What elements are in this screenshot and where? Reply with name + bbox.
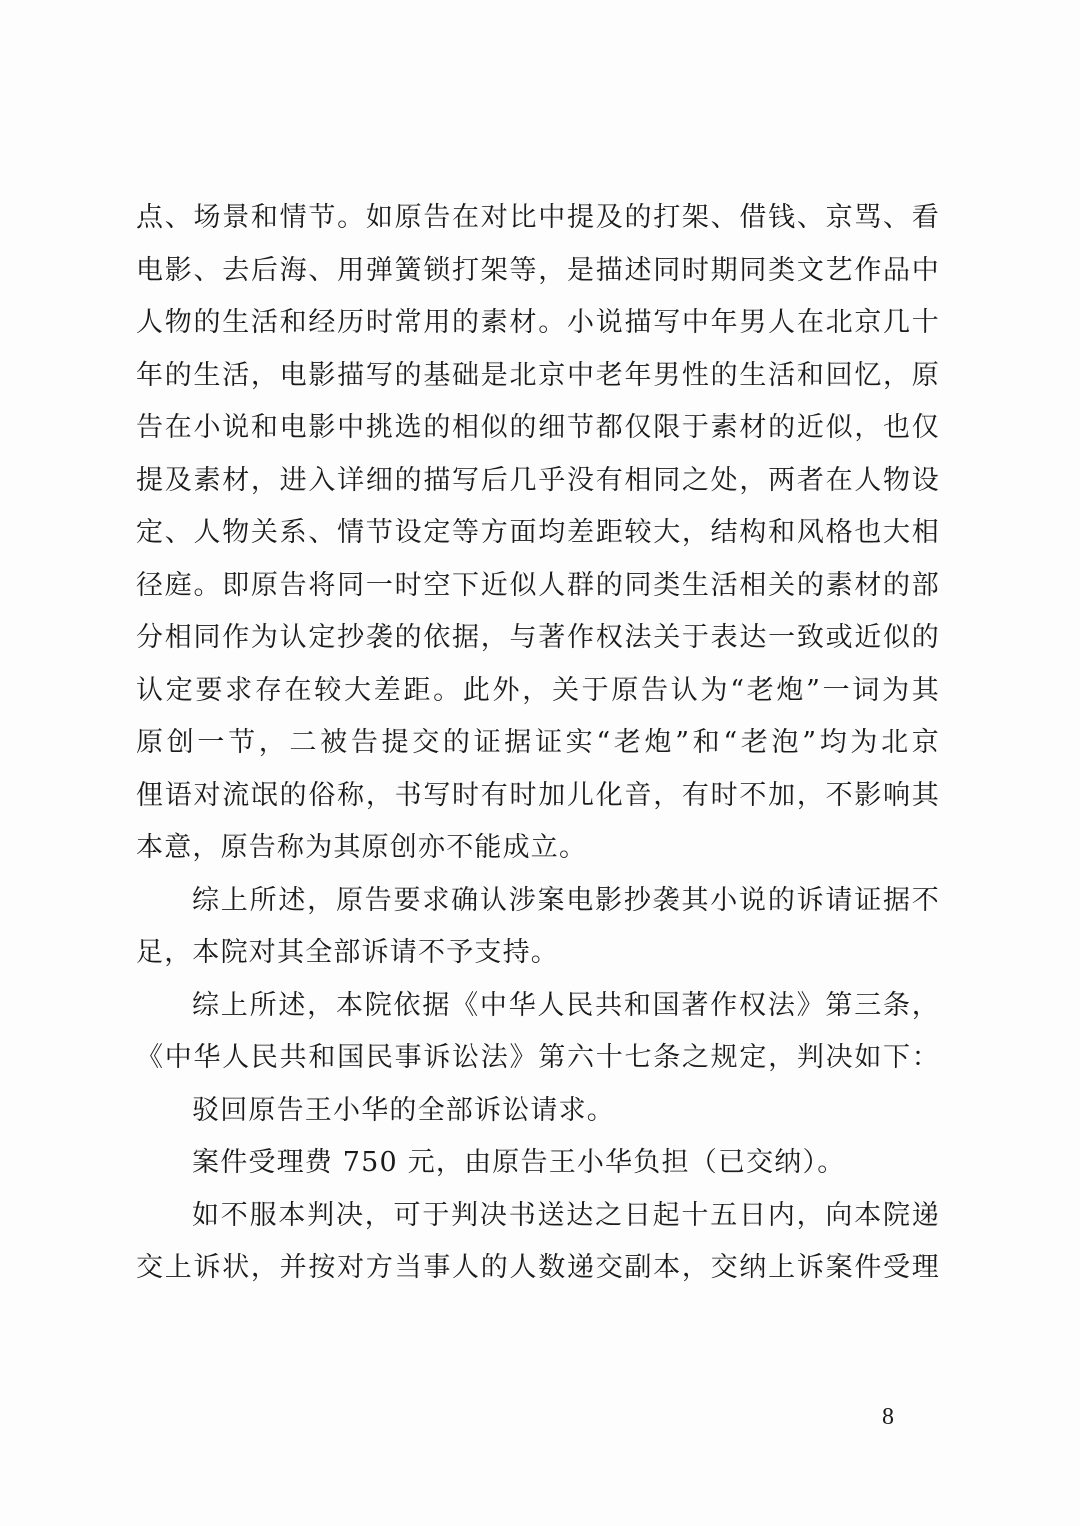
text-line: 定、人物关系、情节设定等方面均差距较大，结构和风格也大相	[136, 517, 940, 548]
paragraph-first-line: 综上所述，原告要求确认涉案电影抄袭其小说的诉请证据不	[192, 884, 940, 916]
text-line: 提及素材，进入详细的描写后几乎没有相同之处，两者在人物设	[136, 464, 940, 496]
paragraph-first-line: 如不服本判决，可于判决书送达之日起十五日内，向本院递	[192, 1199, 940, 1231]
text-line: 分相同作为认定抄袭的依据，与著作权法关于表达一致或近似的	[136, 622, 940, 653]
text-line: 电影、去后海、用弹簧锁打架等，是描述同时期同类文艺作品中	[136, 254, 940, 286]
text-line: 径庭。即原告将同一时空下近似人群的同类生活相关的素材的部	[136, 569, 940, 601]
case-fee-line: 案件受理费 750 元，由原告王小华负担（已交纳）。	[192, 1147, 846, 1178]
text-line: 原创一节，二被告提交的证据证实“老炮”和“老泡”均为北京	[136, 727, 940, 758]
text-line: 足，本院对其全部诉请不予支持。	[136, 937, 559, 968]
text-line: 年的生活，电影描写的基础是北京中老年男性的生活和回忆，原	[136, 359, 940, 391]
text-line: 《中华人民共和国民事诉讼法》第六十七条之规定，判决如下：	[136, 1042, 940, 1073]
text-line: 告在小说和电影中挑选的相似的细节都仅限于素材的近似，也仅	[136, 412, 940, 443]
judgment-ruling-line: 驳回原告王小华的全部诉讼请求。	[192, 1094, 615, 1126]
paragraph-first-line: 综上所述，本院依据《中华人民共和国著作权法》第三条，	[192, 989, 940, 1021]
text-line: 交上诉状，并按对方当事人的人数递交副本，交纳上诉案件受理	[136, 1252, 940, 1283]
text-line: 本意，原告称为其原创亦不能成立。	[136, 832, 588, 863]
judgment-body-text	[136, 192, 940, 1295]
text-line: 俚语对流氓的俗称，书写时有时加儿化音，有时不加，不影响其	[136, 779, 940, 811]
text-line: 人物的生活和经历时常用的素材。小说描写中年男人在北京几十	[136, 307, 940, 338]
page-number: 8	[882, 1404, 894, 1430]
text-line: 认定要求存在较大差距。此外，关于原告认为“老炮”一词为其	[136, 674, 940, 706]
text-line: 点、场景和情节。如原告在对比中提及的打架、借钱、京骂、看	[136, 202, 940, 233]
